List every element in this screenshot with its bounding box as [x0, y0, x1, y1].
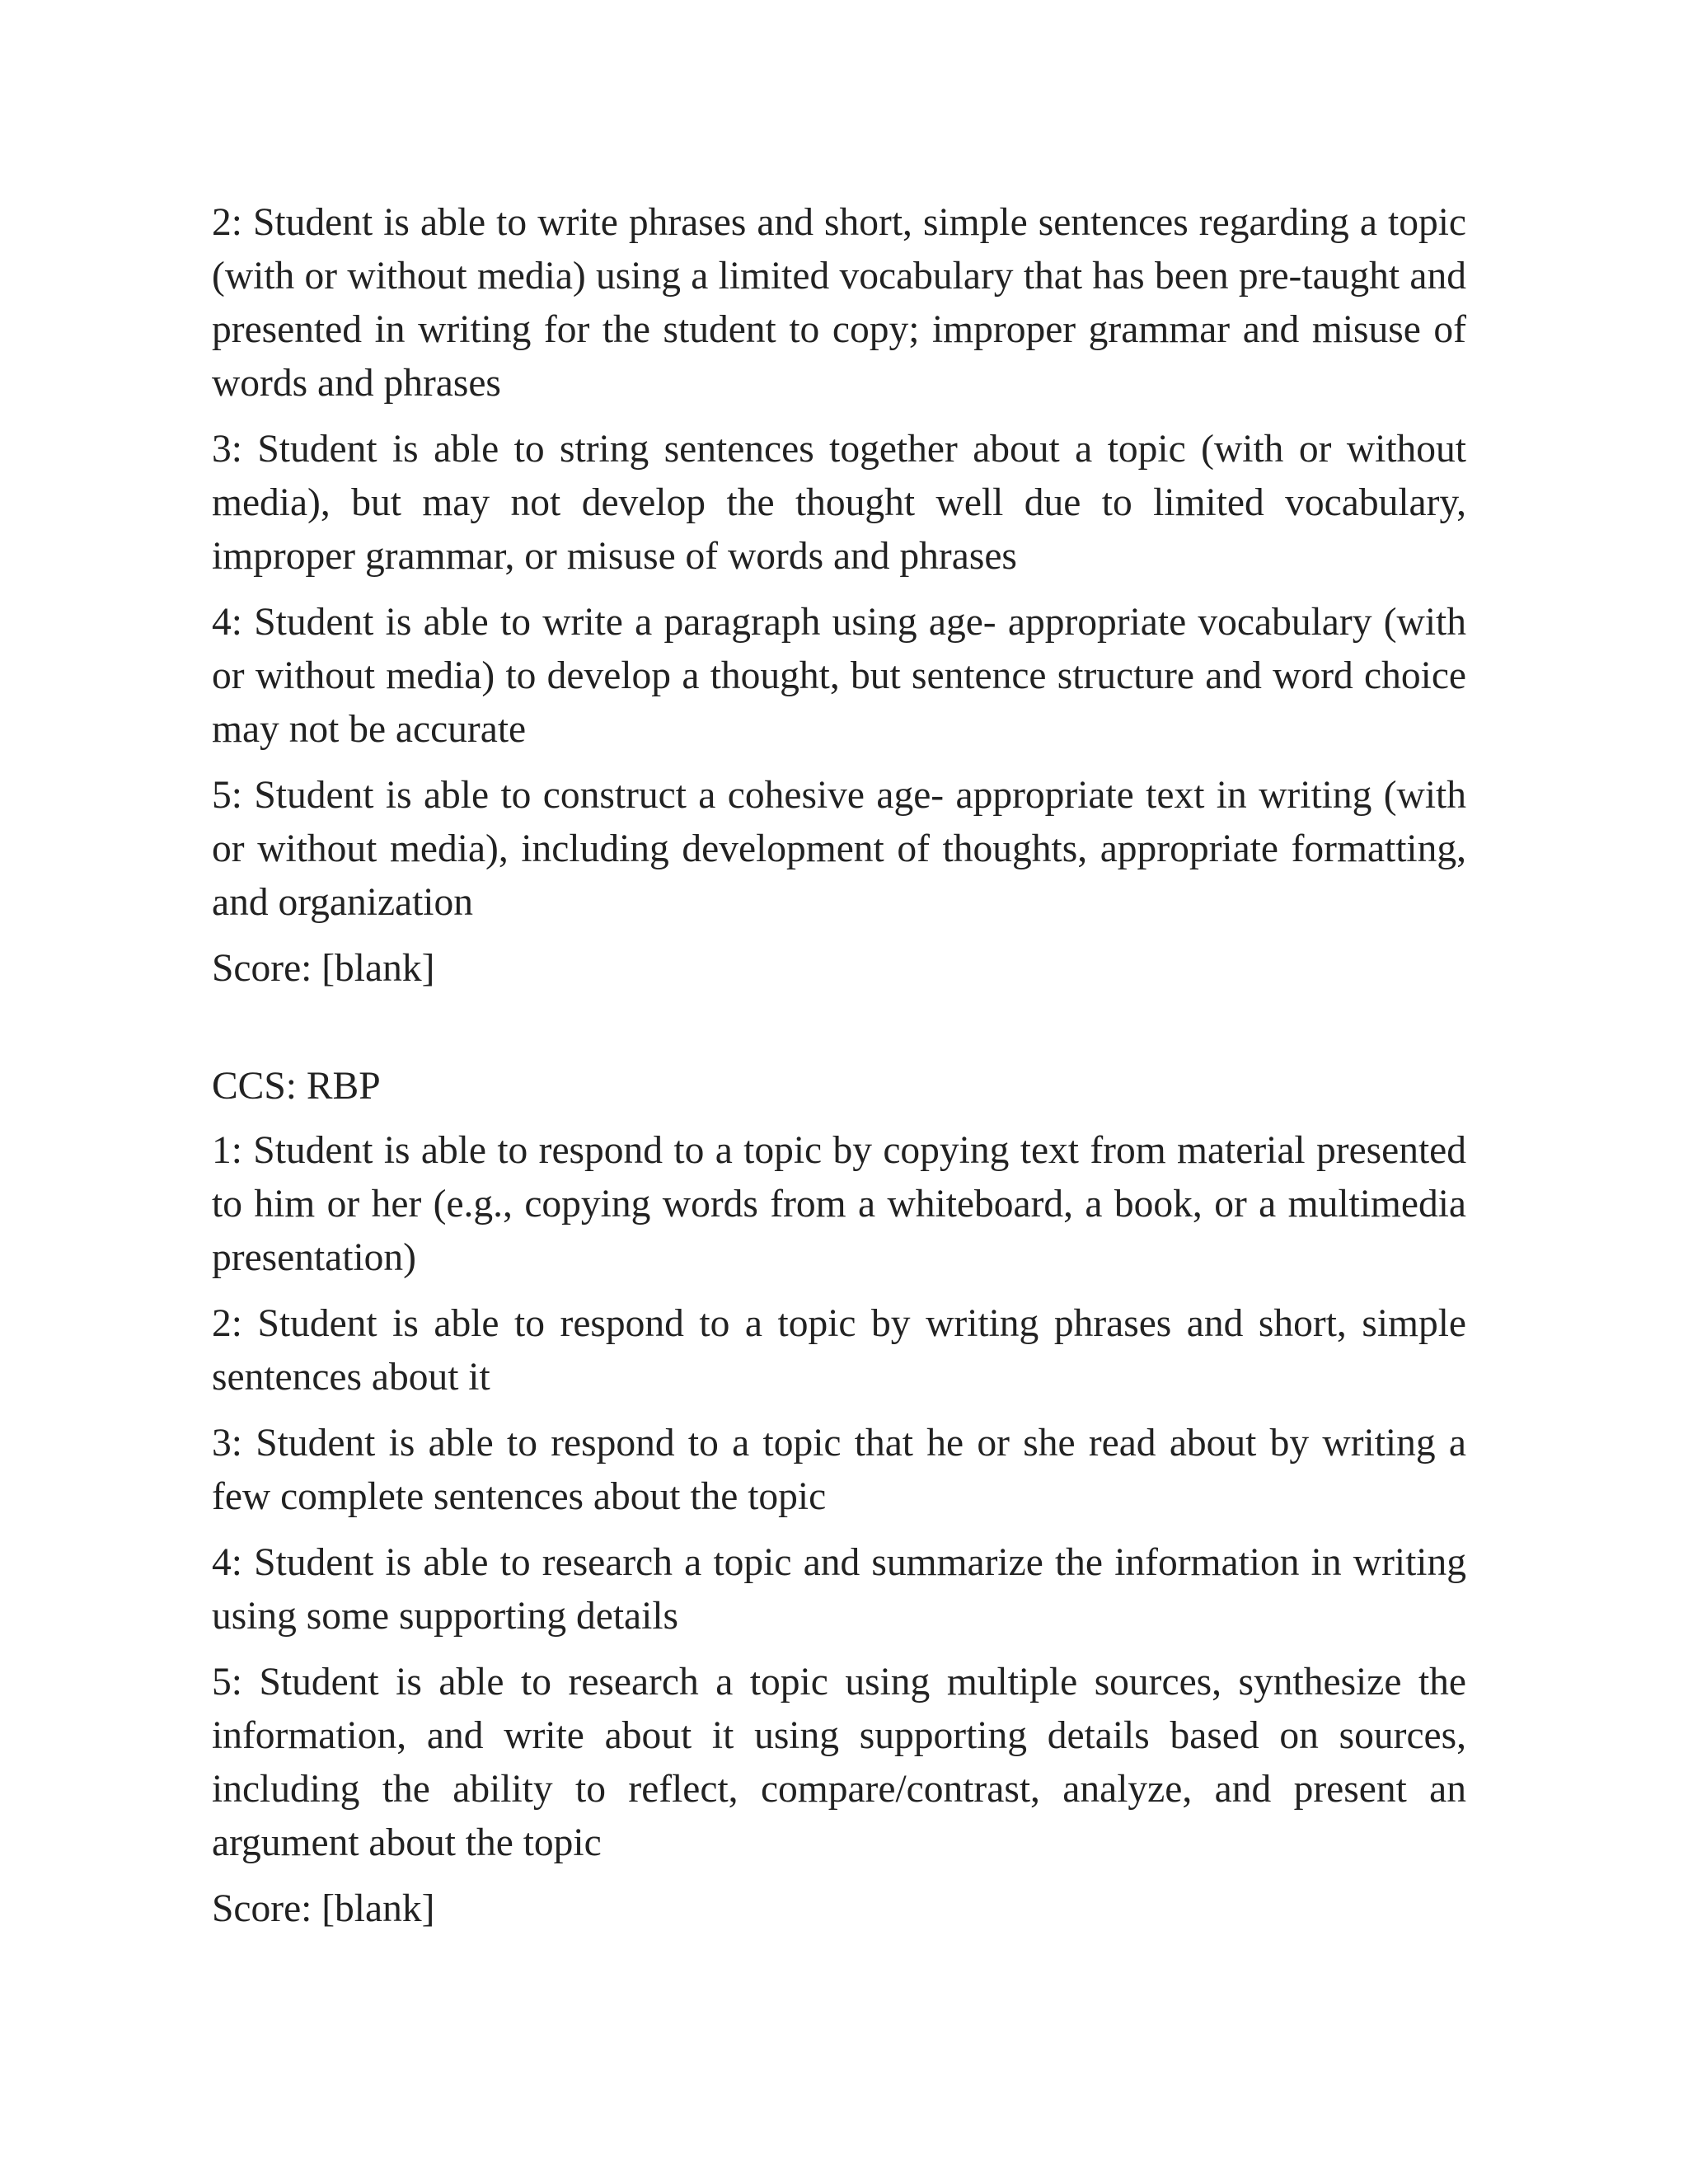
rubric-level-2: 2: Student is able to respond to a topic by writing phrases and short, simple sentences about it [212, 1302, 1466, 1399]
rubric-level-1: 1: Student is able to respond to a topic by copying text from material presented to him or her (e.g., copying words from a whiteboard, a book, or a multimedia presentation) [212, 1129, 1466, 1279]
rubric-level-2: 2: Student is able to write phrases and short, simple sentences regarding a topic (with or without media) using a limited vocabulary that has been pre-taught and presented in writing for the student to copy; improper grammar and misuse of words and phrases [212, 201, 1466, 405]
section-spacer [212, 1008, 1466, 1060]
rubric-level-4: 4: Student is able to research a topic and summarize the information in writing using some supporting details [212, 1541, 1466, 1638]
section-heading: CCS: RBP [212, 1065, 381, 1108]
score-line: Score: [blank] [212, 1887, 435, 1930]
rubric-level-3: 3: Student is able to respond to a topic that he or she read about by writing a few complete sentences about the topic [212, 1422, 1466, 1518]
score-line: Score: [blank] [212, 947, 435, 990]
document-page [212, 196, 1466, 1948]
rubric-level-4: 4: Student is able to write a paragraph using age- appropriate vocabulary (with or without media) to develop a thought, but sentence structure and word choice may not be accurate [212, 601, 1466, 751]
rubric-level-5: 5: Student is able to construct a cohesive age- appropriate text in writing (with or without media), including development of thoughts, appropriate formatting, and organization [212, 774, 1466, 924]
rubric-level-5: 5: Student is able to research a topic using multiple sources, synthesize the information, and write about it using supporting details based on sources, including the ability to reflect, compare/contrast, analyze, and present an argument about the topic [212, 1661, 1466, 1864]
rubric-level-3: 3: Student is able to string sentences together about a topic (with or without media), but may not develop the thought well due to limited vocabulary, improper grammar, or misuse of words and phrases [212, 428, 1466, 578]
